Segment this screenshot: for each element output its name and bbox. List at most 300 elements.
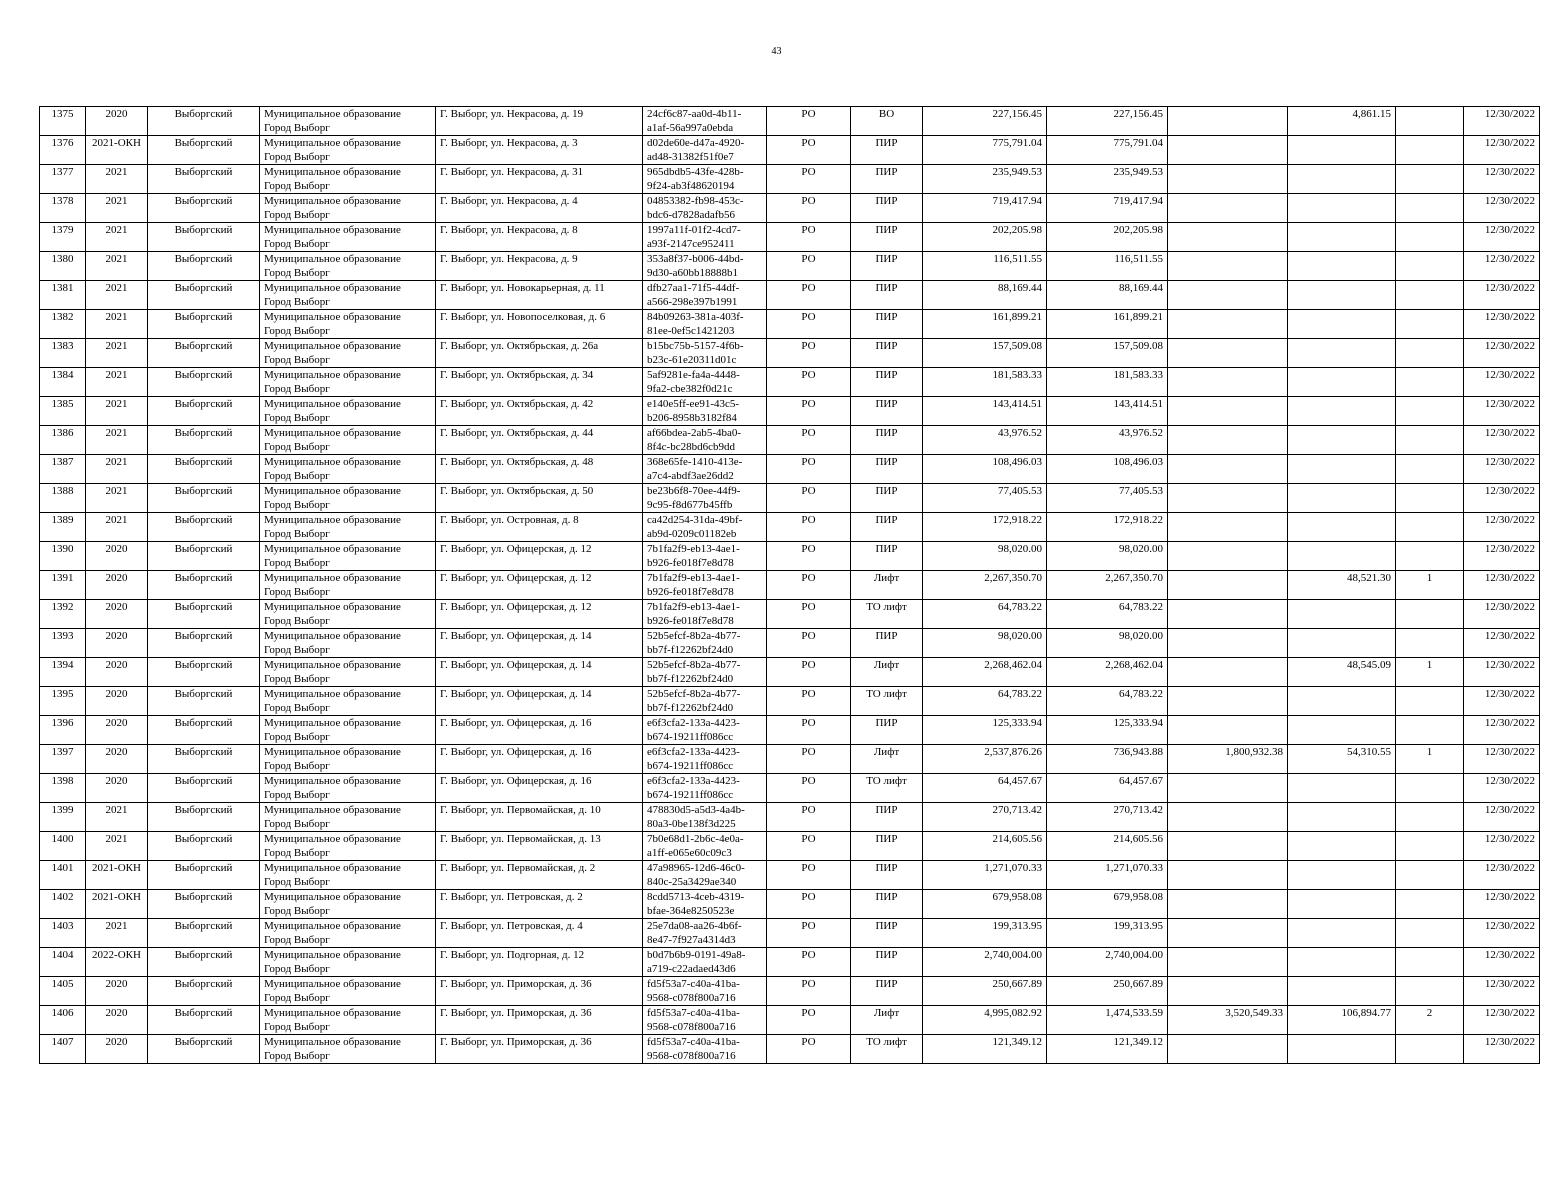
other-cost bbox=[1168, 252, 1288, 281]
other-cost bbox=[1168, 890, 1288, 919]
other-cost bbox=[1168, 455, 1288, 484]
other-cost bbox=[1168, 861, 1288, 890]
municipality: Муниципальное образование Город Выборг bbox=[260, 252, 436, 281]
work-type: ПИР bbox=[851, 136, 923, 165]
extra-cost bbox=[1288, 281, 1396, 310]
other-cost bbox=[1168, 629, 1288, 658]
house-guid: 47a98965-12d6-46c0- 840c-25a3429ae340 bbox=[643, 861, 767, 890]
work-type: ТО лифт bbox=[851, 774, 923, 803]
program-year: 2021 bbox=[86, 513, 148, 542]
district: Выборгский bbox=[148, 571, 260, 600]
total-cost: 108,496.03 bbox=[923, 455, 1047, 484]
district: Выборгский bbox=[148, 426, 260, 455]
program-year: 2022-ОКН bbox=[86, 948, 148, 977]
address: Г. Выборг, ул. Петровская, д. 4 bbox=[436, 919, 643, 948]
deadline-date: 12/30/2022 bbox=[1464, 658, 1540, 687]
other-cost bbox=[1168, 948, 1288, 977]
district: Выборгский bbox=[148, 252, 260, 281]
total-cost: 214,605.56 bbox=[923, 832, 1047, 861]
work-type: ПИР bbox=[851, 165, 923, 194]
total-cost: 199,313.95 bbox=[923, 919, 1047, 948]
quantity bbox=[1396, 455, 1464, 484]
other-cost bbox=[1168, 281, 1288, 310]
total-cost: 2,740,004.00 bbox=[923, 948, 1047, 977]
deadline-date: 12/30/2022 bbox=[1464, 252, 1540, 281]
house-guid: b15bc75b-5157-4f6b- b23c-61e20311d01c bbox=[643, 339, 767, 368]
address: Г. Выборг, ул. Офицерская, д. 14 bbox=[436, 687, 643, 716]
total-cost: 98,020.00 bbox=[923, 542, 1047, 571]
house-guid: 368e65fe-1410-413e- a7c4-abdf3ae26dd2 bbox=[643, 455, 767, 484]
address: Г. Выборг, ул. Офицерская, д. 16 bbox=[436, 716, 643, 745]
deadline-date: 12/30/2022 bbox=[1464, 571, 1540, 600]
address: Г. Выборг, ул. Новопоселковая, д. 6 bbox=[436, 310, 643, 339]
fund-type: РО bbox=[767, 542, 851, 571]
table-row bbox=[40, 919, 1540, 948]
extra-cost bbox=[1288, 310, 1396, 339]
table-row bbox=[40, 484, 1540, 513]
program-year: 2021-ОКН bbox=[86, 890, 148, 919]
address: Г. Выборг, ул. Некрасова, д. 4 bbox=[436, 194, 643, 223]
fund-cost: 64,783.22 bbox=[1047, 687, 1168, 716]
extra-cost bbox=[1288, 919, 1396, 948]
fund-type: РО bbox=[767, 165, 851, 194]
deadline-date: 12/30/2022 bbox=[1464, 513, 1540, 542]
deadline-date: 12/30/2022 bbox=[1464, 281, 1540, 310]
fund-type: РО bbox=[767, 339, 851, 368]
deadline-date: 12/30/2022 bbox=[1464, 455, 1540, 484]
fund-cost: 88,169.44 bbox=[1047, 281, 1168, 310]
quantity bbox=[1396, 948, 1464, 977]
fund-type: РО bbox=[767, 1006, 851, 1035]
district: Выборгский bbox=[148, 281, 260, 310]
fund-cost: 227,156.45 bbox=[1047, 107, 1168, 136]
deadline-date: 12/30/2022 bbox=[1464, 426, 1540, 455]
work-type: ТО лифт bbox=[851, 1035, 923, 1064]
fund-cost: 719,417.94 bbox=[1047, 194, 1168, 223]
district: Выборгский bbox=[148, 339, 260, 368]
fund-type: РО bbox=[767, 194, 851, 223]
fund-cost: 214,605.56 bbox=[1047, 832, 1168, 861]
quantity: 1 bbox=[1396, 745, 1464, 774]
work-type: ПИР bbox=[851, 426, 923, 455]
extra-cost bbox=[1288, 165, 1396, 194]
table-row bbox=[40, 658, 1540, 687]
row-number: 1389 bbox=[40, 513, 86, 542]
row-number: 1399 bbox=[40, 803, 86, 832]
municipality: Муниципальное образование Город Выборг bbox=[260, 861, 436, 890]
total-cost: 77,405.53 bbox=[923, 484, 1047, 513]
municipality: Муниципальное образование Город Выборг bbox=[260, 745, 436, 774]
house-guid: e6f3cfa2-133a-4423- b674-19211ff086cc bbox=[643, 745, 767, 774]
row-number: 1383 bbox=[40, 339, 86, 368]
other-cost bbox=[1168, 1035, 1288, 1064]
municipality: Муниципальное образование Город Выборг bbox=[260, 948, 436, 977]
table-row bbox=[40, 542, 1540, 571]
house-guid: 52b5efcf-8b2a-4b77- bb7f-f12262bf24d0 bbox=[643, 658, 767, 687]
municipality: Муниципальное образование Город Выборг bbox=[260, 716, 436, 745]
total-cost: 143,414.51 bbox=[923, 397, 1047, 426]
table-row bbox=[40, 368, 1540, 397]
address: Г. Выборг, ул. Первомайская, д. 2 bbox=[436, 861, 643, 890]
total-cost: 43,976.52 bbox=[923, 426, 1047, 455]
address: Г. Выборг, ул. Некрасова, д. 3 bbox=[436, 136, 643, 165]
deadline-date: 12/30/2022 bbox=[1464, 716, 1540, 745]
fund-cost: 1,271,070.33 bbox=[1047, 861, 1168, 890]
quantity bbox=[1396, 977, 1464, 1006]
fund-cost: 64,457.67 bbox=[1047, 774, 1168, 803]
district: Выборгский bbox=[148, 629, 260, 658]
table-row bbox=[40, 687, 1540, 716]
house-guid: 7b1fa2f9-eb13-4ae1- b926-fe018f7e8d78 bbox=[643, 600, 767, 629]
work-type: ВО bbox=[851, 107, 923, 136]
municipality: Муниципальное образование Город Выборг bbox=[260, 165, 436, 194]
fund-type: РО bbox=[767, 1035, 851, 1064]
deadline-date: 12/30/2022 bbox=[1464, 397, 1540, 426]
municipality: Муниципальное образование Город Выборг bbox=[260, 919, 436, 948]
table-row bbox=[40, 165, 1540, 194]
district: Выборгский bbox=[148, 542, 260, 571]
fund-cost: 2,268,462.04 bbox=[1047, 658, 1168, 687]
address: Г. Выборг, ул. Октябрьская, д. 50 bbox=[436, 484, 643, 513]
registry-table bbox=[39, 106, 1540, 1064]
total-cost: 125,333.94 bbox=[923, 716, 1047, 745]
address: Г. Выборг, ул. Октябрьская, д. 42 bbox=[436, 397, 643, 426]
district: Выборгский bbox=[148, 919, 260, 948]
house-guid: 7b1fa2f9-eb13-4ae1- b926-fe018f7e8d78 bbox=[643, 542, 767, 571]
deadline-date: 12/30/2022 bbox=[1464, 803, 1540, 832]
district: Выборгский bbox=[148, 890, 260, 919]
extra-cost: 48,545.09 bbox=[1288, 658, 1396, 687]
house-guid: e6f3cfa2-133a-4423- b674-19211ff086cc bbox=[643, 774, 767, 803]
house-guid: 353a8f37-b006-44bd- 9d30-a60bb18888b1 bbox=[643, 252, 767, 281]
municipality: Муниципальное образование Город Выборг bbox=[260, 542, 436, 571]
deadline-date: 12/30/2022 bbox=[1464, 310, 1540, 339]
table-row bbox=[40, 136, 1540, 165]
program-year: 2020 bbox=[86, 658, 148, 687]
table-row bbox=[40, 977, 1540, 1006]
address: Г. Выборг, ул. Некрасова, д. 19 bbox=[436, 107, 643, 136]
quantity bbox=[1396, 136, 1464, 165]
other-cost bbox=[1168, 774, 1288, 803]
quantity bbox=[1396, 919, 1464, 948]
fund-cost: 64,783.22 bbox=[1047, 600, 1168, 629]
work-type: ПИР bbox=[851, 861, 923, 890]
municipality: Муниципальное образование Город Выборг bbox=[260, 426, 436, 455]
deadline-date: 12/30/2022 bbox=[1464, 542, 1540, 571]
deadline-date: 12/30/2022 bbox=[1464, 890, 1540, 919]
municipality: Муниципальное образование Город Выборг bbox=[260, 658, 436, 687]
house-guid: dfb27aa1-71f5-44df- a566-298e397b1991 bbox=[643, 281, 767, 310]
municipality: Муниципальное образование Город Выборг bbox=[260, 629, 436, 658]
quantity bbox=[1396, 513, 1464, 542]
quantity bbox=[1396, 107, 1464, 136]
extra-cost bbox=[1288, 368, 1396, 397]
other-cost bbox=[1168, 832, 1288, 861]
quantity bbox=[1396, 716, 1464, 745]
program-year: 2021 bbox=[86, 194, 148, 223]
district: Выборгский bbox=[148, 310, 260, 339]
program-year: 2021 bbox=[86, 281, 148, 310]
row-number: 1378 bbox=[40, 194, 86, 223]
deadline-date: 12/30/2022 bbox=[1464, 368, 1540, 397]
fund-type: РО bbox=[767, 136, 851, 165]
extra-cost bbox=[1288, 948, 1396, 977]
table-row bbox=[40, 310, 1540, 339]
municipality: Муниципальное образование Город Выборг bbox=[260, 571, 436, 600]
program-year: 2021 bbox=[86, 484, 148, 513]
district: Выборгский bbox=[148, 455, 260, 484]
row-number: 1387 bbox=[40, 455, 86, 484]
address: Г. Выборг, ул. Петровская, д. 2 bbox=[436, 890, 643, 919]
district: Выборгский bbox=[148, 107, 260, 136]
other-cost bbox=[1168, 339, 1288, 368]
address: Г. Выборг, ул. Приморская, д. 36 bbox=[436, 977, 643, 1006]
district: Выборгский bbox=[148, 658, 260, 687]
work-type: ПИР bbox=[851, 716, 923, 745]
work-type: ПИР bbox=[851, 368, 923, 397]
row-number: 1392 bbox=[40, 600, 86, 629]
total-cost: 4,995,082.92 bbox=[923, 1006, 1047, 1035]
row-number: 1396 bbox=[40, 716, 86, 745]
quantity bbox=[1396, 542, 1464, 571]
program-year: 2021 bbox=[86, 919, 148, 948]
address: Г. Выборг, ул. Приморская, д. 36 bbox=[436, 1006, 643, 1035]
extra-cost bbox=[1288, 687, 1396, 716]
other-cost: 3,520,549.33 bbox=[1168, 1006, 1288, 1035]
quantity bbox=[1396, 774, 1464, 803]
deadline-date: 12/30/2022 bbox=[1464, 194, 1540, 223]
quantity bbox=[1396, 368, 1464, 397]
work-type: ПИР bbox=[851, 832, 923, 861]
total-cost: 719,417.94 bbox=[923, 194, 1047, 223]
address: Г. Выборг, ул. Первомайская, д. 13 bbox=[436, 832, 643, 861]
other-cost bbox=[1168, 194, 1288, 223]
row-number: 1376 bbox=[40, 136, 86, 165]
district: Выборгский bbox=[148, 368, 260, 397]
table-row bbox=[40, 1035, 1540, 1064]
program-year: 2021 bbox=[86, 397, 148, 426]
table-row bbox=[40, 890, 1540, 919]
program-year: 2021 bbox=[86, 832, 148, 861]
quantity bbox=[1396, 484, 1464, 513]
address: Г. Выборг, ул. Новокарьерная, д. 11 bbox=[436, 281, 643, 310]
other-cost bbox=[1168, 803, 1288, 832]
work-type: ПИР bbox=[851, 890, 923, 919]
house-guid: 7b0e68d1-2b6c-4e0a- a1ff-e065e60c09c3 bbox=[643, 832, 767, 861]
extra-cost bbox=[1288, 803, 1396, 832]
other-cost bbox=[1168, 310, 1288, 339]
extra-cost bbox=[1288, 136, 1396, 165]
address: Г. Выборг, ул. Островная, д. 8 bbox=[436, 513, 643, 542]
extra-cost: 4,861.15 bbox=[1288, 107, 1396, 136]
fund-cost: 181,583.33 bbox=[1047, 368, 1168, 397]
extra-cost bbox=[1288, 542, 1396, 571]
program-year: 2020 bbox=[86, 1035, 148, 1064]
house-guid: fd5f53a7-c40a-41ba- 9568-c078f800a716 bbox=[643, 1006, 767, 1035]
row-number: 1398 bbox=[40, 774, 86, 803]
house-guid: 52b5efcf-8b2a-4b77- bb7f-f12262bf24d0 bbox=[643, 687, 767, 716]
row-number: 1400 bbox=[40, 832, 86, 861]
total-cost: 775,791.04 bbox=[923, 136, 1047, 165]
row-number: 1395 bbox=[40, 687, 86, 716]
address: Г. Выборг, ул. Первомайская, д. 10 bbox=[436, 803, 643, 832]
quantity bbox=[1396, 687, 1464, 716]
fund-type: РО bbox=[767, 890, 851, 919]
fund-type: РО bbox=[767, 919, 851, 948]
municipality: Муниципальное образование Город Выборг bbox=[260, 1035, 436, 1064]
fund-type: РО bbox=[767, 455, 851, 484]
district: Выборгский bbox=[148, 513, 260, 542]
district: Выборгский bbox=[148, 1006, 260, 1035]
district: Выборгский bbox=[148, 948, 260, 977]
table-row bbox=[40, 832, 1540, 861]
extra-cost bbox=[1288, 397, 1396, 426]
fund-type: РО bbox=[767, 368, 851, 397]
deadline-date: 12/30/2022 bbox=[1464, 919, 1540, 948]
total-cost: 98,020.00 bbox=[923, 629, 1047, 658]
program-year: 2020 bbox=[86, 745, 148, 774]
work-type: ПИР bbox=[851, 397, 923, 426]
municipality: Муниципальное образование Город Выборг bbox=[260, 455, 436, 484]
deadline-date: 12/30/2022 bbox=[1464, 1035, 1540, 1064]
total-cost: 88,169.44 bbox=[923, 281, 1047, 310]
program-year: 2020 bbox=[86, 687, 148, 716]
extra-cost bbox=[1288, 1035, 1396, 1064]
table-row bbox=[40, 774, 1540, 803]
deadline-date: 12/30/2022 bbox=[1464, 339, 1540, 368]
total-cost: 2,537,876.26 bbox=[923, 745, 1047, 774]
address: Г. Выборг, ул. Октябрьская, д. 34 bbox=[436, 368, 643, 397]
extra-cost bbox=[1288, 513, 1396, 542]
quantity: 1 bbox=[1396, 571, 1464, 600]
row-number: 1406 bbox=[40, 1006, 86, 1035]
page-number: 43 bbox=[771, 46, 782, 57]
house-guid: 965dbdb5-43fe-428b- 9f24-ab3f48620194 bbox=[643, 165, 767, 194]
municipality: Муниципальное образование Город Выборг bbox=[260, 687, 436, 716]
fund-type: РО bbox=[767, 252, 851, 281]
other-cost bbox=[1168, 919, 1288, 948]
row-number: 1391 bbox=[40, 571, 86, 600]
district: Выборгский bbox=[148, 803, 260, 832]
other-cost bbox=[1168, 977, 1288, 1006]
table-row bbox=[40, 803, 1540, 832]
program-year: 2021 bbox=[86, 165, 148, 194]
row-number: 1405 bbox=[40, 977, 86, 1006]
municipality: Муниципальное образование Город Выборг bbox=[260, 803, 436, 832]
table-row bbox=[40, 252, 1540, 281]
fund-type: РО bbox=[767, 513, 851, 542]
fund-cost: 775,791.04 bbox=[1047, 136, 1168, 165]
row-number: 1390 bbox=[40, 542, 86, 571]
address: Г. Выборг, ул. Приморская, д. 36 bbox=[436, 1035, 643, 1064]
municipality: Муниципальное образование Город Выборг bbox=[260, 223, 436, 252]
program-year: 2021-ОКН bbox=[86, 136, 148, 165]
extra-cost bbox=[1288, 716, 1396, 745]
program-year: 2021 bbox=[86, 339, 148, 368]
row-number: 1401 bbox=[40, 861, 86, 890]
extra-cost bbox=[1288, 832, 1396, 861]
extra-cost bbox=[1288, 339, 1396, 368]
other-cost: 1,800,932.38 bbox=[1168, 745, 1288, 774]
fund-cost: 250,667.89 bbox=[1047, 977, 1168, 1006]
work-type: ПИР bbox=[851, 310, 923, 339]
fund-cost: 157,509.08 bbox=[1047, 339, 1168, 368]
table-body bbox=[40, 107, 1540, 1064]
municipality: Муниципальное образование Город Выборг bbox=[260, 136, 436, 165]
district: Выборгский bbox=[148, 861, 260, 890]
municipality: Муниципальное образование Город Выборг bbox=[260, 832, 436, 861]
program-year: 2020 bbox=[86, 629, 148, 658]
program-year: 2021 bbox=[86, 310, 148, 339]
work-type: Лифт bbox=[851, 1006, 923, 1035]
extra-cost bbox=[1288, 194, 1396, 223]
program-year: 2021 bbox=[86, 223, 148, 252]
work-type: ПИР bbox=[851, 977, 923, 1006]
quantity bbox=[1396, 194, 1464, 223]
fund-type: РО bbox=[767, 281, 851, 310]
quantity bbox=[1396, 890, 1464, 919]
other-cost bbox=[1168, 542, 1288, 571]
quantity bbox=[1396, 1035, 1464, 1064]
address: Г. Выборг, ул. Офицерская, д. 12 bbox=[436, 542, 643, 571]
total-cost: 250,667.89 bbox=[923, 977, 1047, 1006]
program-year: 2020 bbox=[86, 600, 148, 629]
row-number: 1384 bbox=[40, 368, 86, 397]
extra-cost bbox=[1288, 223, 1396, 252]
fund-cost: 143,414.51 bbox=[1047, 397, 1168, 426]
row-number: 1375 bbox=[40, 107, 86, 136]
district: Выборгский bbox=[148, 484, 260, 513]
quantity bbox=[1396, 165, 1464, 194]
fund-cost: 161,899.21 bbox=[1047, 310, 1168, 339]
fund-cost: 43,976.52 bbox=[1047, 426, 1168, 455]
fund-cost: 235,949.53 bbox=[1047, 165, 1168, 194]
table-row bbox=[40, 861, 1540, 890]
municipality: Муниципальное образование Город Выборг bbox=[260, 600, 436, 629]
total-cost: 2,267,350.70 bbox=[923, 571, 1047, 600]
district: Выборгский bbox=[148, 600, 260, 629]
work-type: ПИР bbox=[851, 803, 923, 832]
fund-type: РО bbox=[767, 687, 851, 716]
quantity bbox=[1396, 223, 1464, 252]
deadline-date: 12/30/2022 bbox=[1464, 223, 1540, 252]
district: Выборгский bbox=[148, 223, 260, 252]
fund-cost: 199,313.95 bbox=[1047, 919, 1168, 948]
quantity bbox=[1396, 281, 1464, 310]
house-guid: be23b6f8-70ee-44f9- 9c95-f8d677b45ffb bbox=[643, 484, 767, 513]
quantity bbox=[1396, 832, 1464, 861]
work-type: ПИР bbox=[851, 919, 923, 948]
row-number: 1381 bbox=[40, 281, 86, 310]
extra-cost bbox=[1288, 426, 1396, 455]
row-number: 1380 bbox=[40, 252, 86, 281]
other-cost bbox=[1168, 368, 1288, 397]
district: Выборгский bbox=[148, 397, 260, 426]
house-guid: b0d7b6b9-0191-49a8- a719-c22adaed43d6 bbox=[643, 948, 767, 977]
house-guid: fd5f53a7-c40a-41ba- 9568-c078f800a716 bbox=[643, 1035, 767, 1064]
fund-type: РО bbox=[767, 716, 851, 745]
work-type: ПИР bbox=[851, 223, 923, 252]
program-year: 2021 bbox=[86, 252, 148, 281]
house-guid: e140e5ff-ee91-43c5- b206-8958b3182f84 bbox=[643, 397, 767, 426]
extra-cost: 54,310.55 bbox=[1288, 745, 1396, 774]
municipality: Муниципальное образование Город Выборг bbox=[260, 890, 436, 919]
house-guid: ca42d254-31da-49bf- ab9d-0209c01182eb bbox=[643, 513, 767, 542]
municipality: Муниципальное образование Город Выборг bbox=[260, 397, 436, 426]
work-type: ТО лифт bbox=[851, 600, 923, 629]
table-row bbox=[40, 948, 1540, 977]
address: Г. Выборг, ул. Октябрьская, д. 26а bbox=[436, 339, 643, 368]
